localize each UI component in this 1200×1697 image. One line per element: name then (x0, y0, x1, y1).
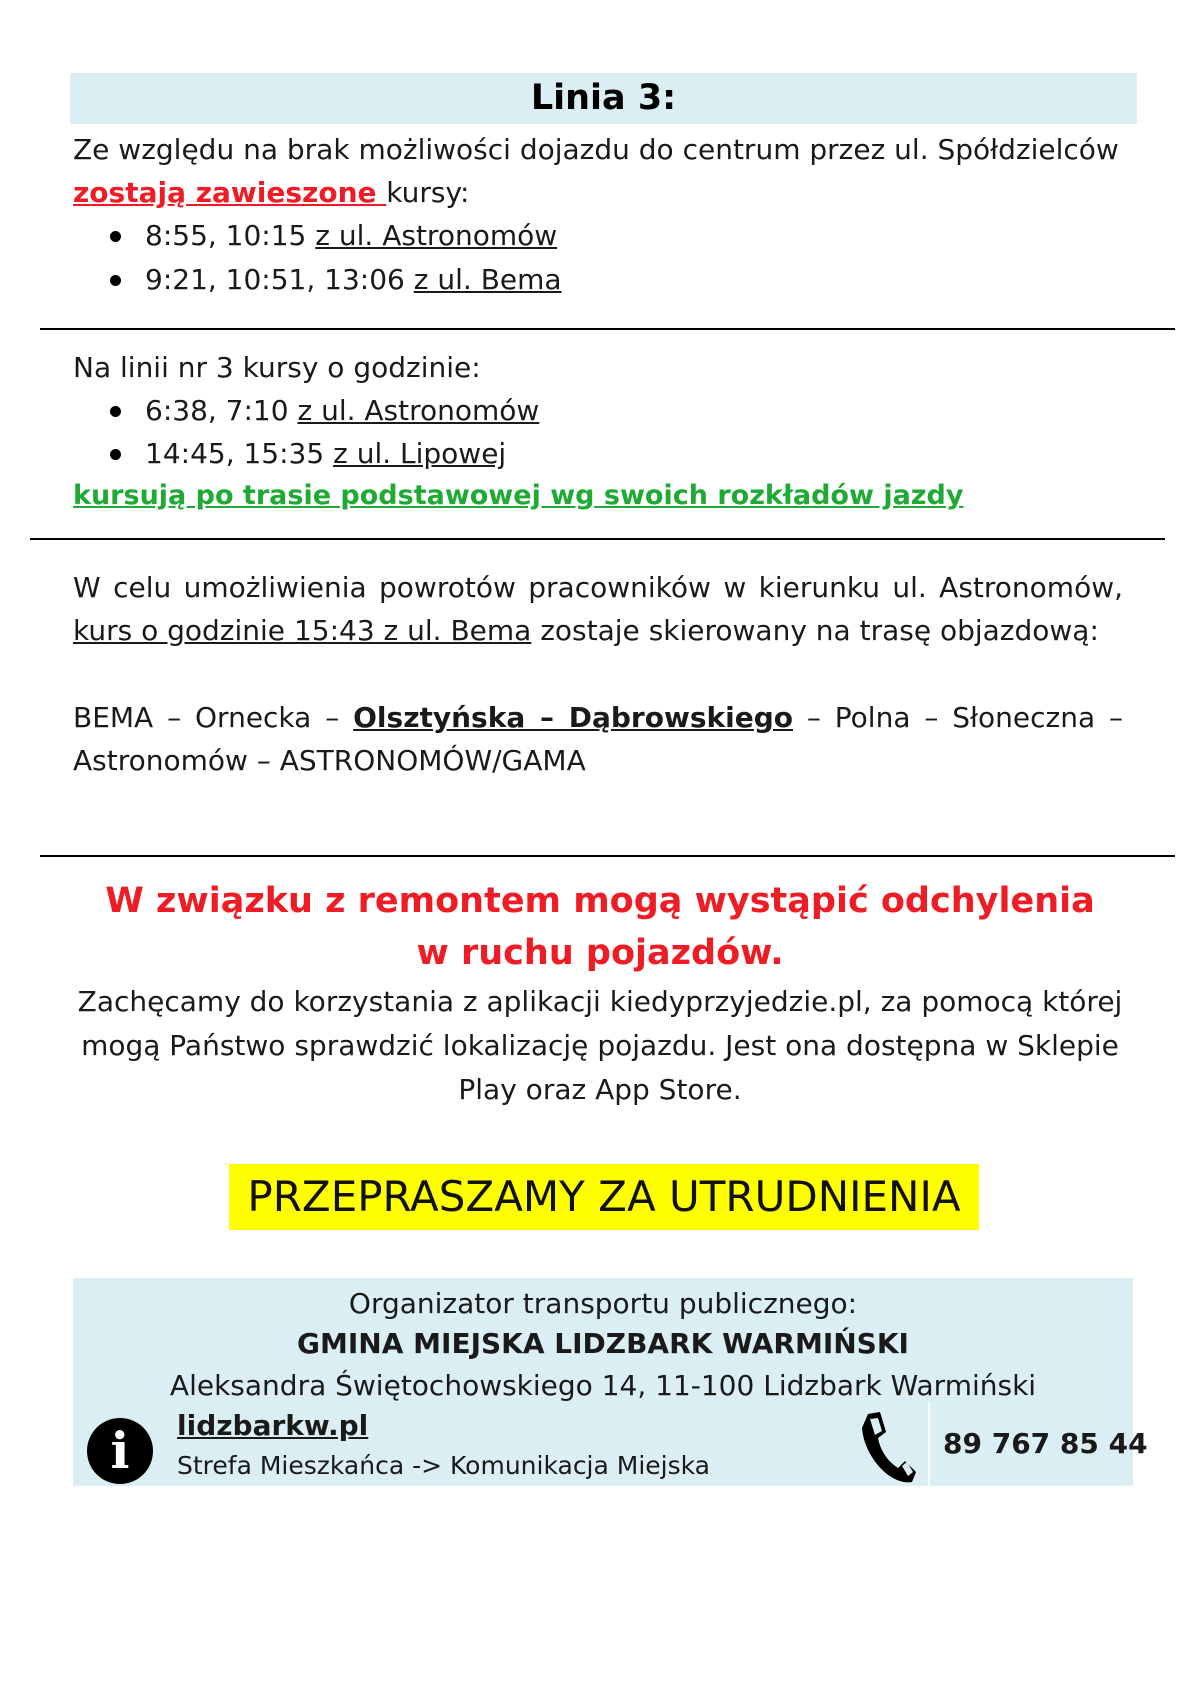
suspension-line2 (73, 175, 469, 211)
course-times: 14:45, 15:35 (145, 437, 334, 470)
organizer-name: GMINA MIEJSKA LIDZBARK WARMIŃSKI (297, 1327, 909, 1360)
phone-divider (928, 1402, 930, 1486)
divider (30, 538, 1165, 540)
regular-note: kursują po trasie podstawowej wg swoich rozkładów jazdy (73, 480, 964, 511)
line-title: Linia 3: (70, 73, 1137, 124)
app-info-line2: mogą Państwo sprawdzić lokalizację pojazdu. Jest ona dostępna w Sklepie (81, 1029, 1119, 1062)
app-info-line1: Zachęcamy do korzystania z aplikacji kiedyprzyjedzie.pl, za pomocą której (77, 985, 1123, 1018)
divider (40, 328, 1175, 330)
list-item (145, 436, 506, 472)
detour-course (73, 613, 1099, 649)
list-item (145, 218, 557, 254)
warning-heading: W związku z remontem mogą wystąpić odchylenia (105, 881, 1095, 921)
divider (40, 855, 1175, 857)
detour-route-line2: Astronomów – ASTRONOMÓW/GAMA (73, 744, 586, 777)
list-item (145, 393, 539, 429)
regular-intro: Na linii nr 3 kursy o godzinie: (73, 351, 481, 384)
route-start: BEMA – Ornecka – (73, 701, 354, 734)
suspended-label: zostają zawieszone (73, 176, 387, 209)
course-times: 6:38, 7:10 (145, 394, 298, 427)
warning-heading-line2: w ruchu pojazdów. (416, 933, 784, 973)
course-origin: z ul. Lipowej (333, 437, 507, 470)
info-icon: i (87, 1418, 153, 1484)
apology-banner: PRZEPRASZAMY ZA UTRUDNIENIA (229, 1164, 979, 1230)
list-item (145, 262, 562, 298)
course-origin: z ul. Astronomów (315, 219, 558, 252)
route-highlight: Olsztyńska – Dąbrowskiego (353, 701, 793, 734)
phone-icon (858, 1410, 918, 1486)
bullet-icon (110, 406, 121, 417)
website-path: Strefa Mieszkańca -> Komunikacja Miejska (177, 1451, 710, 1480)
route-end: – Polna – Słoneczna – (792, 701, 1124, 734)
bullet-icon (110, 231, 121, 242)
course-times: 8:55, 10:15 (145, 219, 316, 252)
suspension-intro: Ze względu na brak możliwości dojazdu do centrum przez ul. Spółdzielców (73, 133, 1119, 166)
detour-course-rest: zostaje skierowany na trasę objazdową: (531, 614, 1099, 647)
detour-route (73, 700, 1123, 736)
organizer-label: Organizator transportu publicznego: (348, 1287, 858, 1320)
course-origin: z ul. Bema (413, 263, 562, 296)
courses-label: kursy: (386, 176, 470, 209)
bullet-icon (110, 449, 121, 460)
website-link[interactable]: lidzbarkw.pl (177, 1409, 369, 1442)
bullet-icon (110, 275, 121, 286)
course-origin: z ul. Astronomów (297, 394, 540, 427)
detour-course-time: kurs o godzinie 15:43 z ul. Bema (73, 614, 532, 647)
course-times: 9:21, 10:51, 13:06 (145, 263, 414, 296)
phone-number[interactable]: 89 767 85 44 (943, 1427, 1148, 1460)
app-info-line3: Play oraz App Store. (458, 1073, 742, 1106)
organizer-address: Aleksandra Świętochowskiego 14, 11-100 Lidzbark Warmiński (169, 1369, 1037, 1402)
footer (73, 1278, 1148, 1486)
detour-intro: W celu umożliwienia powrotów pracowników w kierunku ul. Astronomów, (73, 571, 1123, 604)
